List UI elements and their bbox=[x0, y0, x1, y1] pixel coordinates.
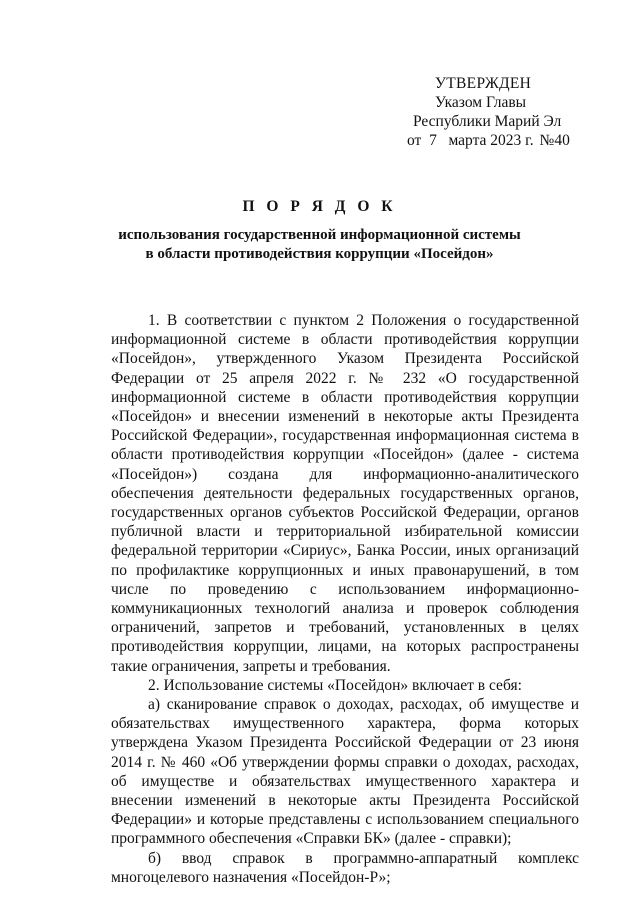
approval-date-day: 7 bbox=[429, 132, 437, 149]
document-body bbox=[111, 311, 579, 887]
document-subtitle bbox=[0, 226, 639, 264]
paragraph-2a: а) сканирование справок о доходах, расходах, об имуществе и обязательствах имущественного характера, форма которых утверждена Указом Президента Российской Федерации от 23 июня 2014 г. № 460 «Об утверждении формы справки о доходах, расходах, об имуществе и обязательствах имущественного характера и внесении изменений в некоторые акты Президента Российской Федерации» и которые представлены с использованием специального программного обеспечения «Справки БК» (далее - справки); bbox=[111, 696, 579, 848]
approval-heading: УТВЕРЖДЕН bbox=[435, 75, 532, 92]
approval-number: №40 bbox=[539, 132, 570, 149]
approval-date bbox=[407, 131, 607, 150]
approval-date-prefix: от bbox=[407, 132, 422, 149]
document-title: П О Р Я Д О К bbox=[242, 198, 397, 215]
approval-date-rest: марта 2023 г. bbox=[448, 132, 534, 149]
approval-decree: Указом Главы bbox=[435, 94, 527, 111]
approval-republic: Республики Марий Эл bbox=[413, 113, 562, 130]
paragraph-2: 2. Использование системы «Посейдон» включает в себя: bbox=[148, 676, 522, 694]
approval-stamp bbox=[407, 74, 607, 150]
subtitle-line: в области противодействия коррупции «Посейдон» bbox=[145, 246, 494, 262]
subtitle-line: использования государственной информационной системы bbox=[118, 227, 521, 243]
paragraph-1: 1. В соответствии с пунктом 2 Положения о государственной информационной системе в области противодействия коррупции «Посейдон», утвержденного Указом Президента Российской Федерации от 25 апреля 2022 г. № 232 «О государственной информационной системе в области противодействия коррупции «Посейдон» и внесении изменений в некоторые акты Президента Российской Федерации», государственная информационная система в области противодействия коррупции «Посейдон» (далее - система «Посейдон») создана для информационно-аналитического обеспечения деятельности федеральных государственных органов, государственных органов субъектов Российской Федерации, органов публичной власти и территориальной избирательной комиссии федеральной территории «Сириус», Банка России, иных организаций по профилактике коррупционных и иных правонарушений, в том числе по проведению с использованием информационно-коммуникационных технологий анализа и проверок соблюдения ограничений, запретов и требований, установленных в целях противодействия коррупции, лицами, на которых распространены такие ограничения, запреты и требования. bbox=[111, 312, 579, 675]
paragraph-2b: б) ввод справок в программно-аппаратный комплекс многоцелевого назначения «Посейдон-Р»; bbox=[111, 849, 579, 886]
